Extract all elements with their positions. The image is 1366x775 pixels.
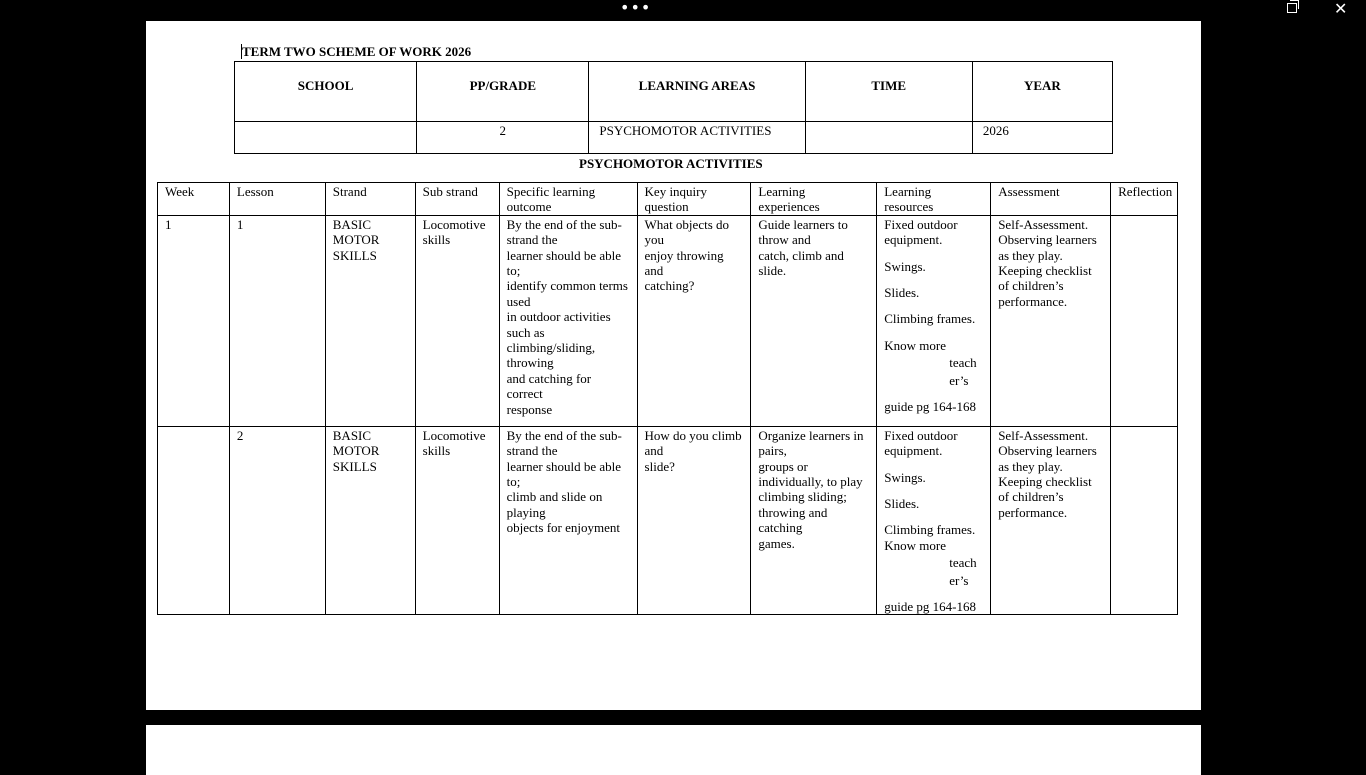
- assessment-line: Observing learners as they play.: [998, 443, 1097, 474]
- header-learning-areas: LEARNING AREAS: [589, 62, 805, 122]
- resource-slides: Slides.: [884, 496, 920, 512]
- experience-line: games.: [758, 535, 795, 551]
- restore-window-icon[interactable]: [1287, 3, 1297, 13]
- value-year[interactable]: 2026: [972, 122, 1112, 154]
- header-grade: PP/GRADE: [417, 62, 589, 122]
- resource-equipment: Fixed outdoor equipment.: [884, 427, 958, 459]
- outcome-line: objects for enjoyment: [506, 520, 620, 536]
- outcome-line: learner should be able to;: [506, 247, 622, 279]
- experience-line: Organize learners in pairs,: [758, 427, 864, 459]
- cell-outcome[interactable]: [499, 215, 637, 426]
- cell-outcome[interactable]: [499, 426, 637, 615]
- assessment-line: Self-Assessment.: [998, 216, 1089, 232]
- experience-line: catch, climb and slide.: [758, 247, 844, 279]
- header-info-table: [234, 61, 1113, 154]
- outcome-line: and catching for correct: [506, 370, 592, 402]
- resource-climbing: Climbing frames.: [884, 311, 976, 327]
- resource-teachers-a: teach: [949, 555, 977, 571]
- resource-teachers-b: er’s: [949, 572, 969, 588]
- resource-know-more: Know more: [884, 537, 946, 553]
- col-week: Week: [158, 183, 230, 216]
- cell-strand[interactable]: BASIC MOTOR SKILLS: [325, 215, 415, 426]
- col-lesson: Lesson: [229, 183, 325, 216]
- resource-guide: guide pg 164-168: [884, 399, 976, 415]
- col-experiences: Learning experiences: [751, 183, 877, 216]
- col-sub-strand: Sub strand: [415, 183, 499, 216]
- value-time[interactable]: [805, 122, 972, 154]
- cell-inquiry[interactable]: [637, 215, 751, 426]
- close-icon[interactable]: ✕: [1334, 0, 1348, 18]
- section-title: PSYCHOMOTOR ACTIVITIES: [579, 156, 763, 171]
- cell-sub-strand[interactable]: Locomotive skills: [415, 426, 499, 615]
- cell-assessment[interactable]: [991, 426, 1111, 615]
- col-strand: Strand: [325, 183, 415, 216]
- cell-reflection[interactable]: [1111, 426, 1178, 615]
- inquiry-line: slide?: [644, 458, 675, 474]
- cell-experiences[interactable]: [751, 426, 877, 615]
- inquiry-line: What objects do you: [644, 216, 730, 248]
- experience-line: Guide learners to throw and: [758, 216, 848, 248]
- col-reflection: Reflection: [1111, 183, 1178, 216]
- header-year: YEAR: [972, 62, 1112, 122]
- cell-lesson[interactable]: 1: [229, 215, 325, 426]
- cell-assessment[interactable]: [991, 215, 1111, 426]
- cell-resources[interactable]: [877, 426, 991, 615]
- assessment-line: Keeping checklist of children’s performance.: [998, 263, 1092, 309]
- assessment-line: Observing learners as they play.: [998, 232, 1097, 263]
- resource-guide: guide pg 164-168: [884, 599, 976, 615]
- header-school: SCHOOL: [235, 62, 417, 122]
- col-resources: Learning resources: [877, 183, 991, 216]
- resource-teachers-a: teach: [949, 355, 977, 371]
- value-school[interactable]: [235, 122, 417, 154]
- cell-lesson[interactable]: 2: [229, 426, 325, 615]
- col-outcome: Specific learning outcome: [499, 183, 637, 216]
- scheme-of-work-table: [157, 182, 1178, 615]
- more-options-icon[interactable]: •••: [620, 0, 652, 17]
- outcome-line: By the end of the sub-strand the: [506, 216, 622, 248]
- cell-inquiry[interactable]: [637, 426, 751, 615]
- outcome-line: identify common terms used: [506, 278, 628, 309]
- cell-experiences[interactable]: [751, 215, 877, 426]
- outcome-line: in outdoor activities such as climbing/sliding, throwing: [506, 309, 611, 371]
- resource-swings: Swings.: [884, 469, 926, 485]
- outcome-line: By the end of the sub-strand the: [506, 427, 622, 459]
- assessment-line: Keeping checklist of children’s performance.: [998, 474, 1092, 520]
- inquiry-line: catching?: [644, 278, 695, 294]
- value-grade[interactable]: 2: [417, 122, 589, 154]
- cell-week[interactable]: [158, 426, 230, 615]
- resource-know-more: Know more: [884, 337, 946, 353]
- cell-reflection[interactable]: [1111, 215, 1178, 426]
- cell-sub-strand[interactable]: Locomotive skills: [415, 215, 499, 426]
- table-row: [158, 215, 1178, 426]
- assessment-line: Self-Assessment.: [998, 427, 1089, 443]
- col-assessment: Assessment: [991, 183, 1111, 216]
- resource-climbing: Climbing frames.: [884, 522, 976, 538]
- inquiry-line: How do you climb and: [644, 427, 742, 459]
- resource-teachers-b: er’s: [949, 372, 969, 388]
- cell-resources[interactable]: [877, 215, 991, 426]
- col-inquiry: Key inquiry question: [637, 183, 751, 216]
- outcome-line: learner should be able to;: [506, 458, 622, 490]
- cell-week[interactable]: 1: [158, 215, 230, 426]
- cell-strand[interactable]: BASIC MOTOR SKILLS: [325, 426, 415, 615]
- table-row: [158, 426, 1178, 615]
- header-time: TIME: [805, 62, 972, 122]
- resource-slides: Slides.: [884, 285, 920, 301]
- document-title: TERM TWO SCHEME OF WORK 2026: [242, 44, 472, 59]
- outcome-line: response: [506, 401, 553, 417]
- experience-line: throwing and catching: [758, 504, 828, 536]
- inquiry-line: enjoy throwing and: [644, 247, 724, 279]
- value-learning-areas[interactable]: PSYCHOMOTOR ACTIVITIES: [589, 122, 805, 154]
- window-title-bar: [0, 0, 1366, 20]
- outcome-line: climb and slide on playing: [506, 489, 603, 520]
- experience-line: groups or individually, to play climbing sliding;: [758, 458, 863, 505]
- resource-equipment: Fixed outdoor equipment.: [884, 216, 958, 248]
- resource-swings: Swings.: [884, 258, 926, 274]
